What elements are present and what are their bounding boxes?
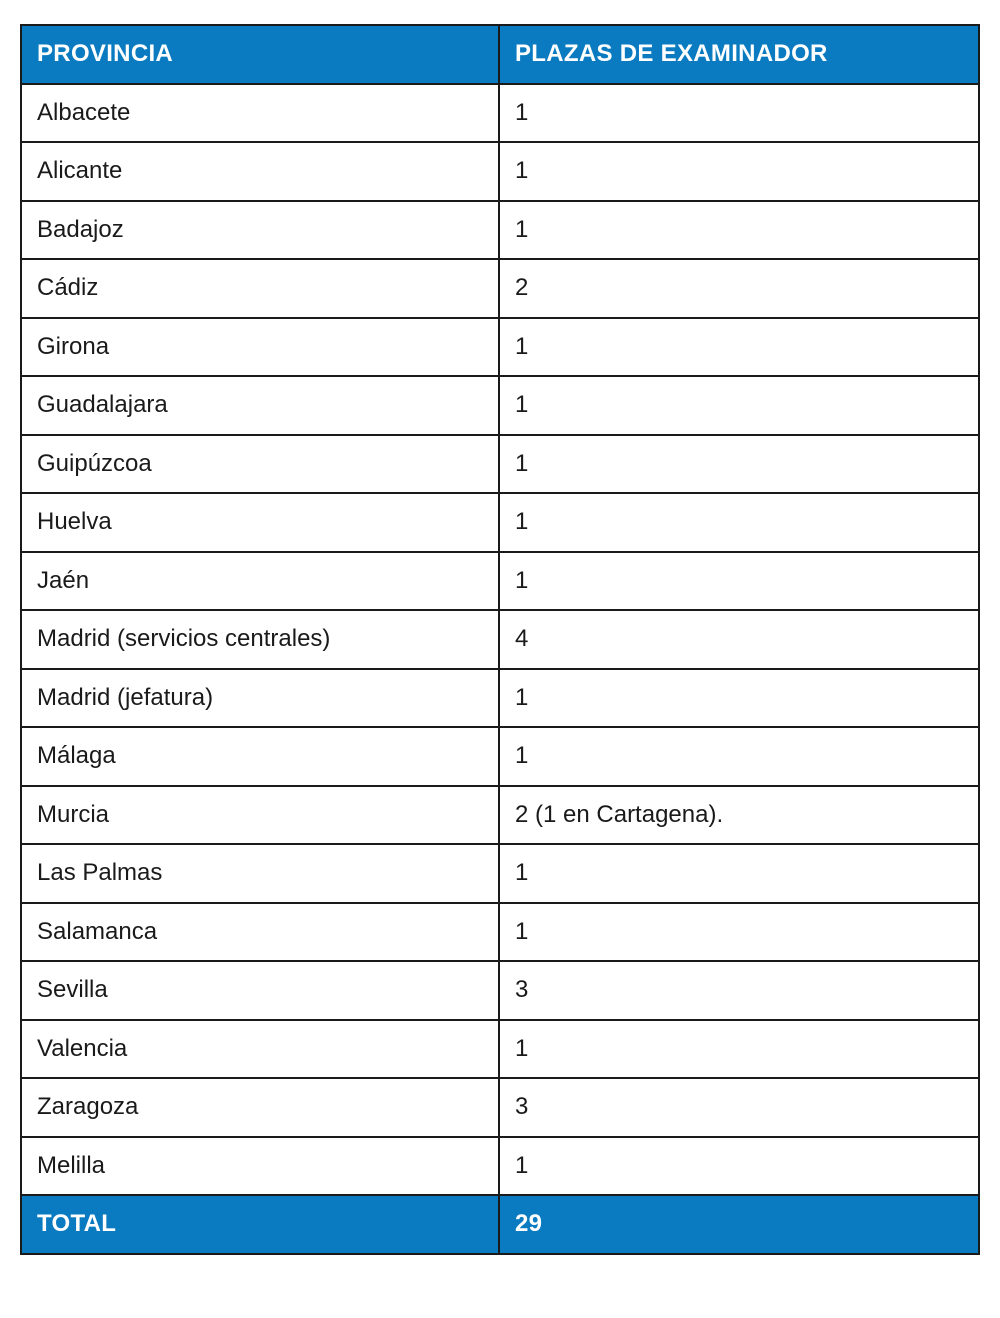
province-cell: Madrid (jefatura): [21, 669, 499, 728]
table-row: [21, 552, 979, 611]
province-cell: Cádiz: [21, 259, 499, 318]
province-cell: Huelva: [21, 493, 499, 552]
plazas-cell: 1: [499, 844, 979, 903]
header-plazas: PLAZAS DE EXAMINADOR: [499, 25, 979, 84]
province-cell: Melilla: [21, 1137, 499, 1196]
province-cell: Guipúzcoa: [21, 435, 499, 494]
province-cell: Alicante: [21, 142, 499, 201]
plazas-cell: 1: [499, 84, 979, 143]
table-row: [21, 142, 979, 201]
header-provincia: PROVINCIA: [21, 25, 499, 84]
table-row: [21, 844, 979, 903]
province-cell: Valencia: [21, 1020, 499, 1079]
table-row: [21, 84, 979, 143]
table-row: [21, 376, 979, 435]
plazas-cell: 1: [499, 552, 979, 611]
table-row: [21, 1020, 979, 1079]
plazas-cell: 1: [499, 201, 979, 260]
plazas-cell: 1: [499, 435, 979, 494]
table-row: [21, 961, 979, 1020]
province-cell: Murcia: [21, 786, 499, 845]
province-cell: Salamanca: [21, 903, 499, 962]
plazas-table: [20, 24, 980, 1255]
province-cell: Zaragoza: [21, 1078, 499, 1137]
table-body: [21, 84, 979, 1196]
plazas-cell: 1: [499, 493, 979, 552]
table-row: [21, 259, 979, 318]
table-row: [21, 1137, 979, 1196]
table-row: [21, 610, 979, 669]
table-row: [21, 1078, 979, 1137]
province-cell: Málaga: [21, 727, 499, 786]
table-header-row: [21, 25, 979, 84]
table-row: [21, 201, 979, 260]
province-cell: Jaén: [21, 552, 499, 611]
province-cell: Sevilla: [21, 961, 499, 1020]
plazas-cell: 4: [499, 610, 979, 669]
table-total-row: [21, 1195, 979, 1254]
plazas-cell: 1: [499, 727, 979, 786]
table-row: [21, 786, 979, 845]
plazas-cell: 3: [499, 961, 979, 1020]
plazas-cell: 1: [499, 376, 979, 435]
plazas-cell: 1: [499, 142, 979, 201]
province-cell: Badajoz: [21, 201, 499, 260]
table-row: [21, 669, 979, 728]
plazas-cell: 1: [499, 903, 979, 962]
province-cell: Guadalajara: [21, 376, 499, 435]
plazas-cell: 3: [499, 1078, 979, 1137]
plazas-cell: 1: [499, 318, 979, 377]
table-row: [21, 318, 979, 377]
plazas-cell: 2 (1 en Cartagena).: [499, 786, 979, 845]
plazas-cell: 1: [499, 669, 979, 728]
province-cell: Girona: [21, 318, 499, 377]
table-row: [21, 903, 979, 962]
total-value: 29: [499, 1195, 979, 1254]
plazas-cell: 1: [499, 1137, 979, 1196]
table-row: [21, 493, 979, 552]
table-row: [21, 435, 979, 494]
plazas-cell: 1: [499, 1020, 979, 1079]
province-cell: Las Palmas: [21, 844, 499, 903]
total-label: TOTAL: [21, 1195, 499, 1254]
province-cell: Albacete: [21, 84, 499, 143]
plazas-cell: 2: [499, 259, 979, 318]
table-row: [21, 727, 979, 786]
province-cell: Madrid (servicios centrales): [21, 610, 499, 669]
